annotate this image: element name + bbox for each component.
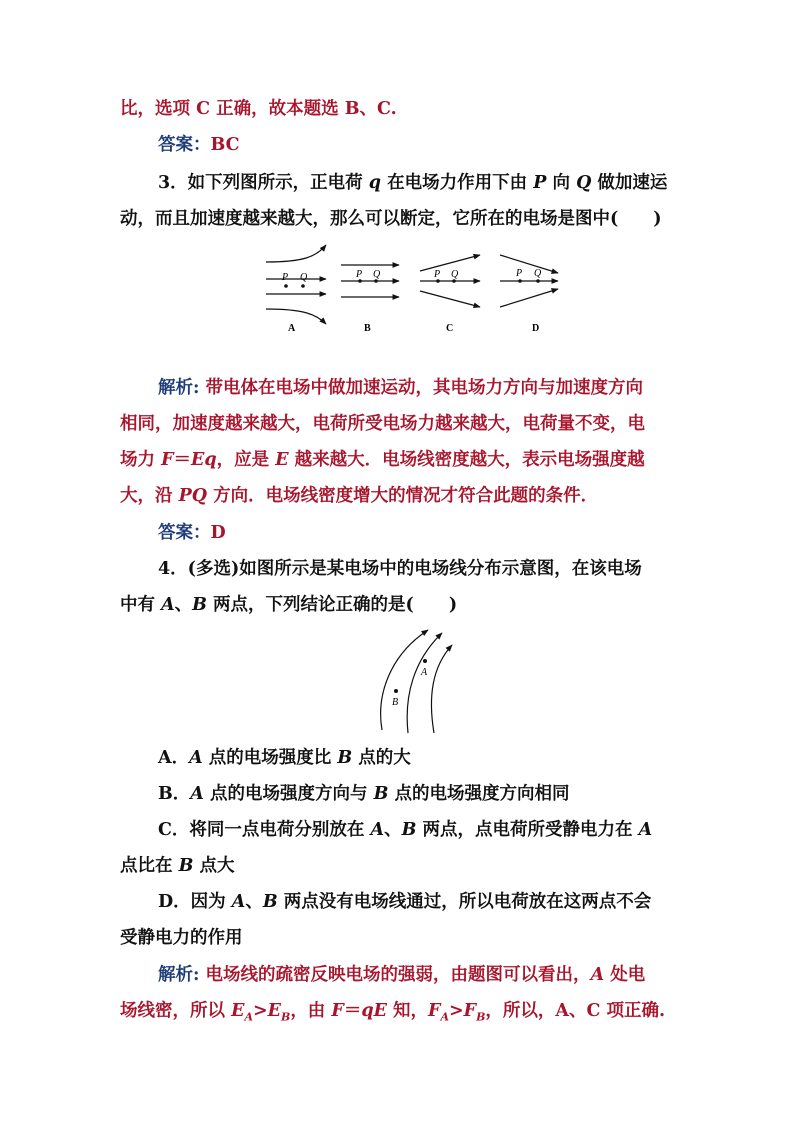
exp4-label: 解析 [158,965,193,985]
exp4-var: qE [361,1001,387,1021]
exp3-text: 越来越大．电场线密度越大，表示电场强度越 [288,450,645,470]
diagram-d-lines [500,255,558,307]
exp4-var: F [428,1001,441,1021]
diagram-d-label-q: Q [534,268,542,279]
option-text: B． [158,784,191,804]
q3-text: 做加速运 [591,173,668,193]
option-text: D．因为 [158,892,232,912]
q4-text: 、 [174,595,193,615]
option-text: A． [158,748,190,768]
exp4-var: F [463,1001,477,1021]
exp4-sub: A [244,1010,253,1024]
option-text: 受静电力的作用 [120,928,243,948]
exp3-text: ＝ [173,450,192,470]
option-text: 、 [384,820,402,840]
diagram-a-label-q: Q [300,272,308,283]
option-var: B [337,748,353,768]
option-var: B [262,892,278,912]
q4-option-d [158,890,651,914]
exp3-line-1 [158,376,643,400]
q3-line-2 [120,207,662,231]
q4-var-a: A [161,595,175,615]
diagram-a-caption: A [288,323,296,334]
option-var: B [401,820,417,840]
exp3-var-e: E [275,450,289,470]
diagram-a-label-p: P [282,272,289,283]
q4-label-a: A [421,667,428,678]
exp4-text: 知， [386,1001,429,1021]
q3-var-q: q [368,173,382,193]
q4-option-d-line-2 [120,926,243,950]
exp4-var: F [331,1001,344,1021]
answer-label: 答案： [158,523,211,543]
diagram-c-label-q: Q [451,269,459,280]
exp3-text: 场力 [120,450,162,470]
diagram-b-caption: B [364,323,371,334]
option-var: A [370,820,385,840]
diagram-c-caption: C [446,323,454,334]
exp4-line-2 [120,999,665,1023]
exp4-sub: B [281,1010,291,1024]
answer-line-2 [158,521,226,545]
diagram-d-label-p: P [516,268,523,279]
diagram-d-caption: D [532,323,540,334]
exp3-var-eq: Eq [191,450,217,470]
exp3-text: 带电体在电场中做加速运动，其电场力方向与加速度方向 [199,378,644,398]
exp4-text: ，所以，A、C 项正确. [485,1001,666,1021]
q4-option-c-line-2 [120,854,234,878]
diagram-b-lines [341,265,399,297]
answer-value: BC [210,135,240,155]
exp4-line-1 [158,963,645,987]
q4-field-line-diagram [370,625,460,735]
exp4-text: 电场线的疏密反映电场的强弱，由题图可以看出， [199,965,591,985]
diagram-a-point-q [301,284,305,288]
q4-line-1 [158,557,642,581]
exp4-var: E [267,1001,281,1021]
q4-field-lines [381,630,452,733]
option-text: 点的电场强度比 [202,748,338,768]
exp3-line-4 [120,484,598,508]
exp3-var-f: F [161,450,174,470]
exp4-var: E [231,1001,245,1021]
option-var: A [190,784,204,804]
q3-var-p: P [533,173,547,193]
exp3-text: 方向．电场线密度增大的情况才符合此题的条件． [207,486,599,506]
option-text: 点的大 [352,748,411,768]
exp4-op: > [449,1001,464,1021]
diagram-d-point-p [518,279,522,283]
q4-option-b [158,782,569,806]
exp3-line-3 [120,448,645,472]
diagram-a-point-p [284,284,288,288]
answer-value: D [210,523,226,543]
exp3-text: 大，沿 [120,486,179,506]
diagram-b-label-p: P [356,269,363,280]
exp4-var: A [590,965,605,985]
option-text: 两点，点电荷所受静电力在 [416,820,639,840]
q4-option-a [158,746,411,770]
q3-text: 3．如下列图所示，正电荷 [158,173,369,193]
option-text: 两点没有电场线通过，所以电荷放在这两点不会 [277,892,652,912]
exp4-colon: : [193,965,200,985]
option-var: B [178,856,194,876]
exp4-op: ＝ [343,1001,362,1021]
exp3-line-2 [120,412,645,436]
q3-line-1 [158,171,667,195]
q4-label-b: B [392,697,399,708]
q4-text: 4．(多选)如图所示是某电场中的电场线分布示意图，在该电场 [158,559,642,579]
option-text: 、 [245,892,263,912]
exp3-var-pq: PQ [178,486,207,506]
exp4-sub: B [476,1010,486,1024]
option-text: 点比在 [120,856,179,876]
q3-field-diagram [258,237,578,337]
exp4-text: 处电 [604,965,646,985]
diagram-d-point-q [536,279,540,283]
q3-text: 向 [546,173,577,193]
option-var: A [638,820,653,840]
q3-text: 在电场力作用下由 [381,173,534,193]
q4-var-b: B [192,595,207,615]
continuation-text [120,97,397,121]
diagram-c-label-p: P [434,269,441,280]
exp3-label: 解析 [158,378,193,398]
exp3-text: 相同，加速度越来越大，电荷所受电场力越来越大，电荷量不变，电 [120,414,645,434]
option-text: 点的电场强度方向相同 [388,784,570,804]
q4-point-a [423,659,427,663]
q4-text: 中有 [120,595,162,615]
option-var: A [189,748,203,768]
continuation-line: 比，选项 C 正确，故本题选 B、C. [120,99,397,119]
option-text: 点大 [193,856,235,876]
q4-text: 两点，下列结论正确的是( ) [206,595,458,615]
q4-option-c [158,818,652,842]
option-var: B [373,784,389,804]
exp4-text: ，由 [290,1001,332,1021]
option-text: C．将同一点电荷分别放在 [158,820,371,840]
exp3-colon: : [193,378,200,398]
q4-line-2 [120,593,457,617]
q3-text: 动，而且加速度越来越大，那么可以断定，它所在的电场是图中( ) [120,209,662,229]
diagram-a-lines [266,245,326,324]
option-text: 点的电场强度方向与 [203,784,374,804]
answer-line-1 [158,133,240,157]
q4-point-b [394,689,398,693]
option-var: A [231,892,246,912]
diagram-b-label-q: Q [373,269,381,280]
diagram-c-lines [420,255,480,307]
exp4-text: 场线密，所以 [120,1001,232,1021]
exp4-sub: A [440,1010,449,1024]
exp4-op: > [252,1001,268,1021]
answer-label: 答案： [158,135,211,155]
exp3-text: ，应是 [216,450,276,470]
q3-var-q2: Q [576,173,592,193]
